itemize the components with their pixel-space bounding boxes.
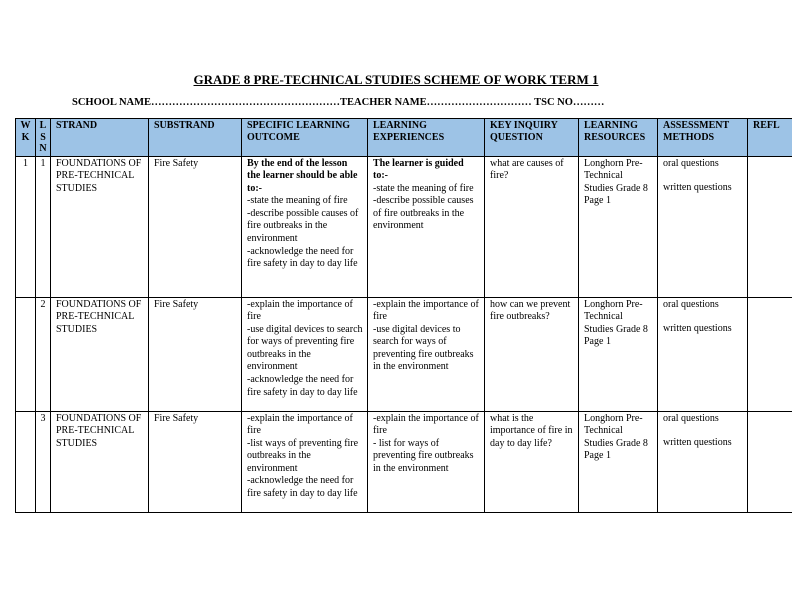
resource-book: Longhorn Pre-Technical Studies Grade 8 <box>584 157 648 194</box>
experience-item: -explain the importance of fire <box>373 298 479 323</box>
experience-item: -describe possible causes of fire outbreaks in the environment <box>373 195 474 232</box>
cell-learning-experiences <box>368 411 485 512</box>
header-substrand: SUBSTRAND <box>149 119 242 157</box>
slo-item: -list ways of preventing fire outbreaks in the environment <box>247 437 359 474</box>
assessment-written: written questions <box>663 182 732 194</box>
cell-lesson: 1 <box>36 156 51 297</box>
resource-book: Longhorn Pre-Technical Studies Grade 8 <box>584 298 648 335</box>
slo-item: -acknowledge the need for fire safety in day to day life <box>247 475 358 500</box>
cell-learning-experiences <box>368 156 485 297</box>
table-row <box>16 156 792 297</box>
slo-item: -acknowledge the need for fire safety in day to day life <box>247 245 358 270</box>
experience-item: -explain the importance of fire <box>373 412 479 437</box>
assessment-oral: oral questions <box>663 412 719 424</box>
experience-item: -use digital devices to search for ways of preventing fire outbreaks in the environment <box>373 323 474 373</box>
header-key-inquiry-question: KEY INQUIRY QUESTION <box>485 119 579 157</box>
document-title-text: GRADE 8 PRE-TECHNICAL STUDIES SCHEME OF WORK TERM 1 <box>193 72 599 87</box>
table-header-row <box>16 119 792 157</box>
cell-learning-resources <box>579 411 658 512</box>
cell-reflection <box>748 297 792 411</box>
assessment-written: written questions <box>663 323 732 335</box>
header-lesson: L S N <box>36 119 51 157</box>
header-learning-experiences: LEARNING EXPERIENCES <box>368 119 485 157</box>
assessment-written: written questions <box>663 437 732 449</box>
cell-assessment-methods <box>658 297 748 411</box>
document-title <box>0 72 792 88</box>
cell-week <box>16 297 36 411</box>
cell-key-inquiry-question: what are causes of fire? <box>485 156 579 297</box>
slo-intro: By the end of the lesson the learner should be able to:- <box>247 157 358 194</box>
slo-item: -explain the importance of fire <box>247 412 353 437</box>
cell-specific-learning-outcome <box>242 411 368 512</box>
slo-item: -use digital devices to search for ways of preventing fire outbreaks in the environment <box>247 323 363 373</box>
header-strand: STRAND <box>51 119 149 157</box>
slo-item: -describe possible causes of fire outbreaks in the environment <box>247 207 359 245</box>
header-assessment-methods: ASSESSMENT METHODS <box>658 119 748 157</box>
cell-lesson: 2 <box>36 297 51 411</box>
cell-learning-experiences <box>368 297 485 411</box>
assessment-oral: oral questions <box>663 298 719 310</box>
cell-lesson: 3 <box>36 411 51 512</box>
cell-strand: FOUNDATIONS OF PRE-TECHNICAL STUDIES <box>51 156 149 297</box>
header-specific-learning-outcome: SPECIFIC LEARNING OUTCOME <box>242 119 368 157</box>
cell-substrand: Fire Safety <box>149 297 242 411</box>
table-row <box>16 297 792 411</box>
header-reflection: REFL <box>748 119 792 157</box>
cell-specific-learning-outcome <box>242 297 368 411</box>
cell-learning-resources <box>579 297 658 411</box>
experience-item: -state the meaning of fire <box>373 182 474 194</box>
cell-strand: FOUNDATIONS OF PRE-TECHNICAL STUDIES <box>51 297 149 411</box>
header-week: W K <box>16 119 36 157</box>
slo-item: -acknowledge the need for fire safety in day to day life <box>247 374 358 398</box>
cell-substrand: Fire Safety <box>149 156 242 297</box>
slo-item: -state the meaning of fire <box>247 195 348 207</box>
experiences-intro: The learner is guided to:- <box>373 157 464 182</box>
resource-page: Page 1 <box>584 336 611 348</box>
slo-item: -explain the importance of fire <box>247 298 353 323</box>
table-row <box>16 411 792 512</box>
experience-item: - list for ways of preventing fire outbreaks in the environment <box>373 437 474 474</box>
cell-reflection <box>748 156 792 297</box>
cell-substrand: Fire Safety <box>149 411 242 512</box>
cell-learning-resources <box>579 156 658 297</box>
cell-key-inquiry-question: how can we prevent fire outbreaks? <box>485 297 579 411</box>
resource-page: Page 1 <box>584 450 611 462</box>
scheme-of-work-table <box>15 118 792 513</box>
resource-page: Page 1 <box>584 195 611 207</box>
resource-book: Longhorn Pre-Technical Studies Grade 8 <box>584 412 648 449</box>
cell-assessment-methods <box>658 411 748 512</box>
cell-specific-learning-outcome <box>242 156 368 297</box>
header-learning-resources: LEARNING RESOURCES <box>579 119 658 157</box>
assessment-oral: oral questions <box>663 157 719 169</box>
cell-week <box>16 411 36 512</box>
cell-key-inquiry-question: what is the importance of fire in day to day life? <box>485 411 579 512</box>
cell-week: 1 <box>16 156 36 297</box>
cell-assessment-methods <box>658 156 748 297</box>
school-teacher-tsc-line: SCHOOL NAME………………………………………………TEACHER NAME………………………… TSC NO……… <box>72 97 605 108</box>
cell-reflection <box>748 411 792 512</box>
cell-strand: FOUNDATIONS OF PRE-TECHNICAL STUDIES <box>51 411 149 512</box>
